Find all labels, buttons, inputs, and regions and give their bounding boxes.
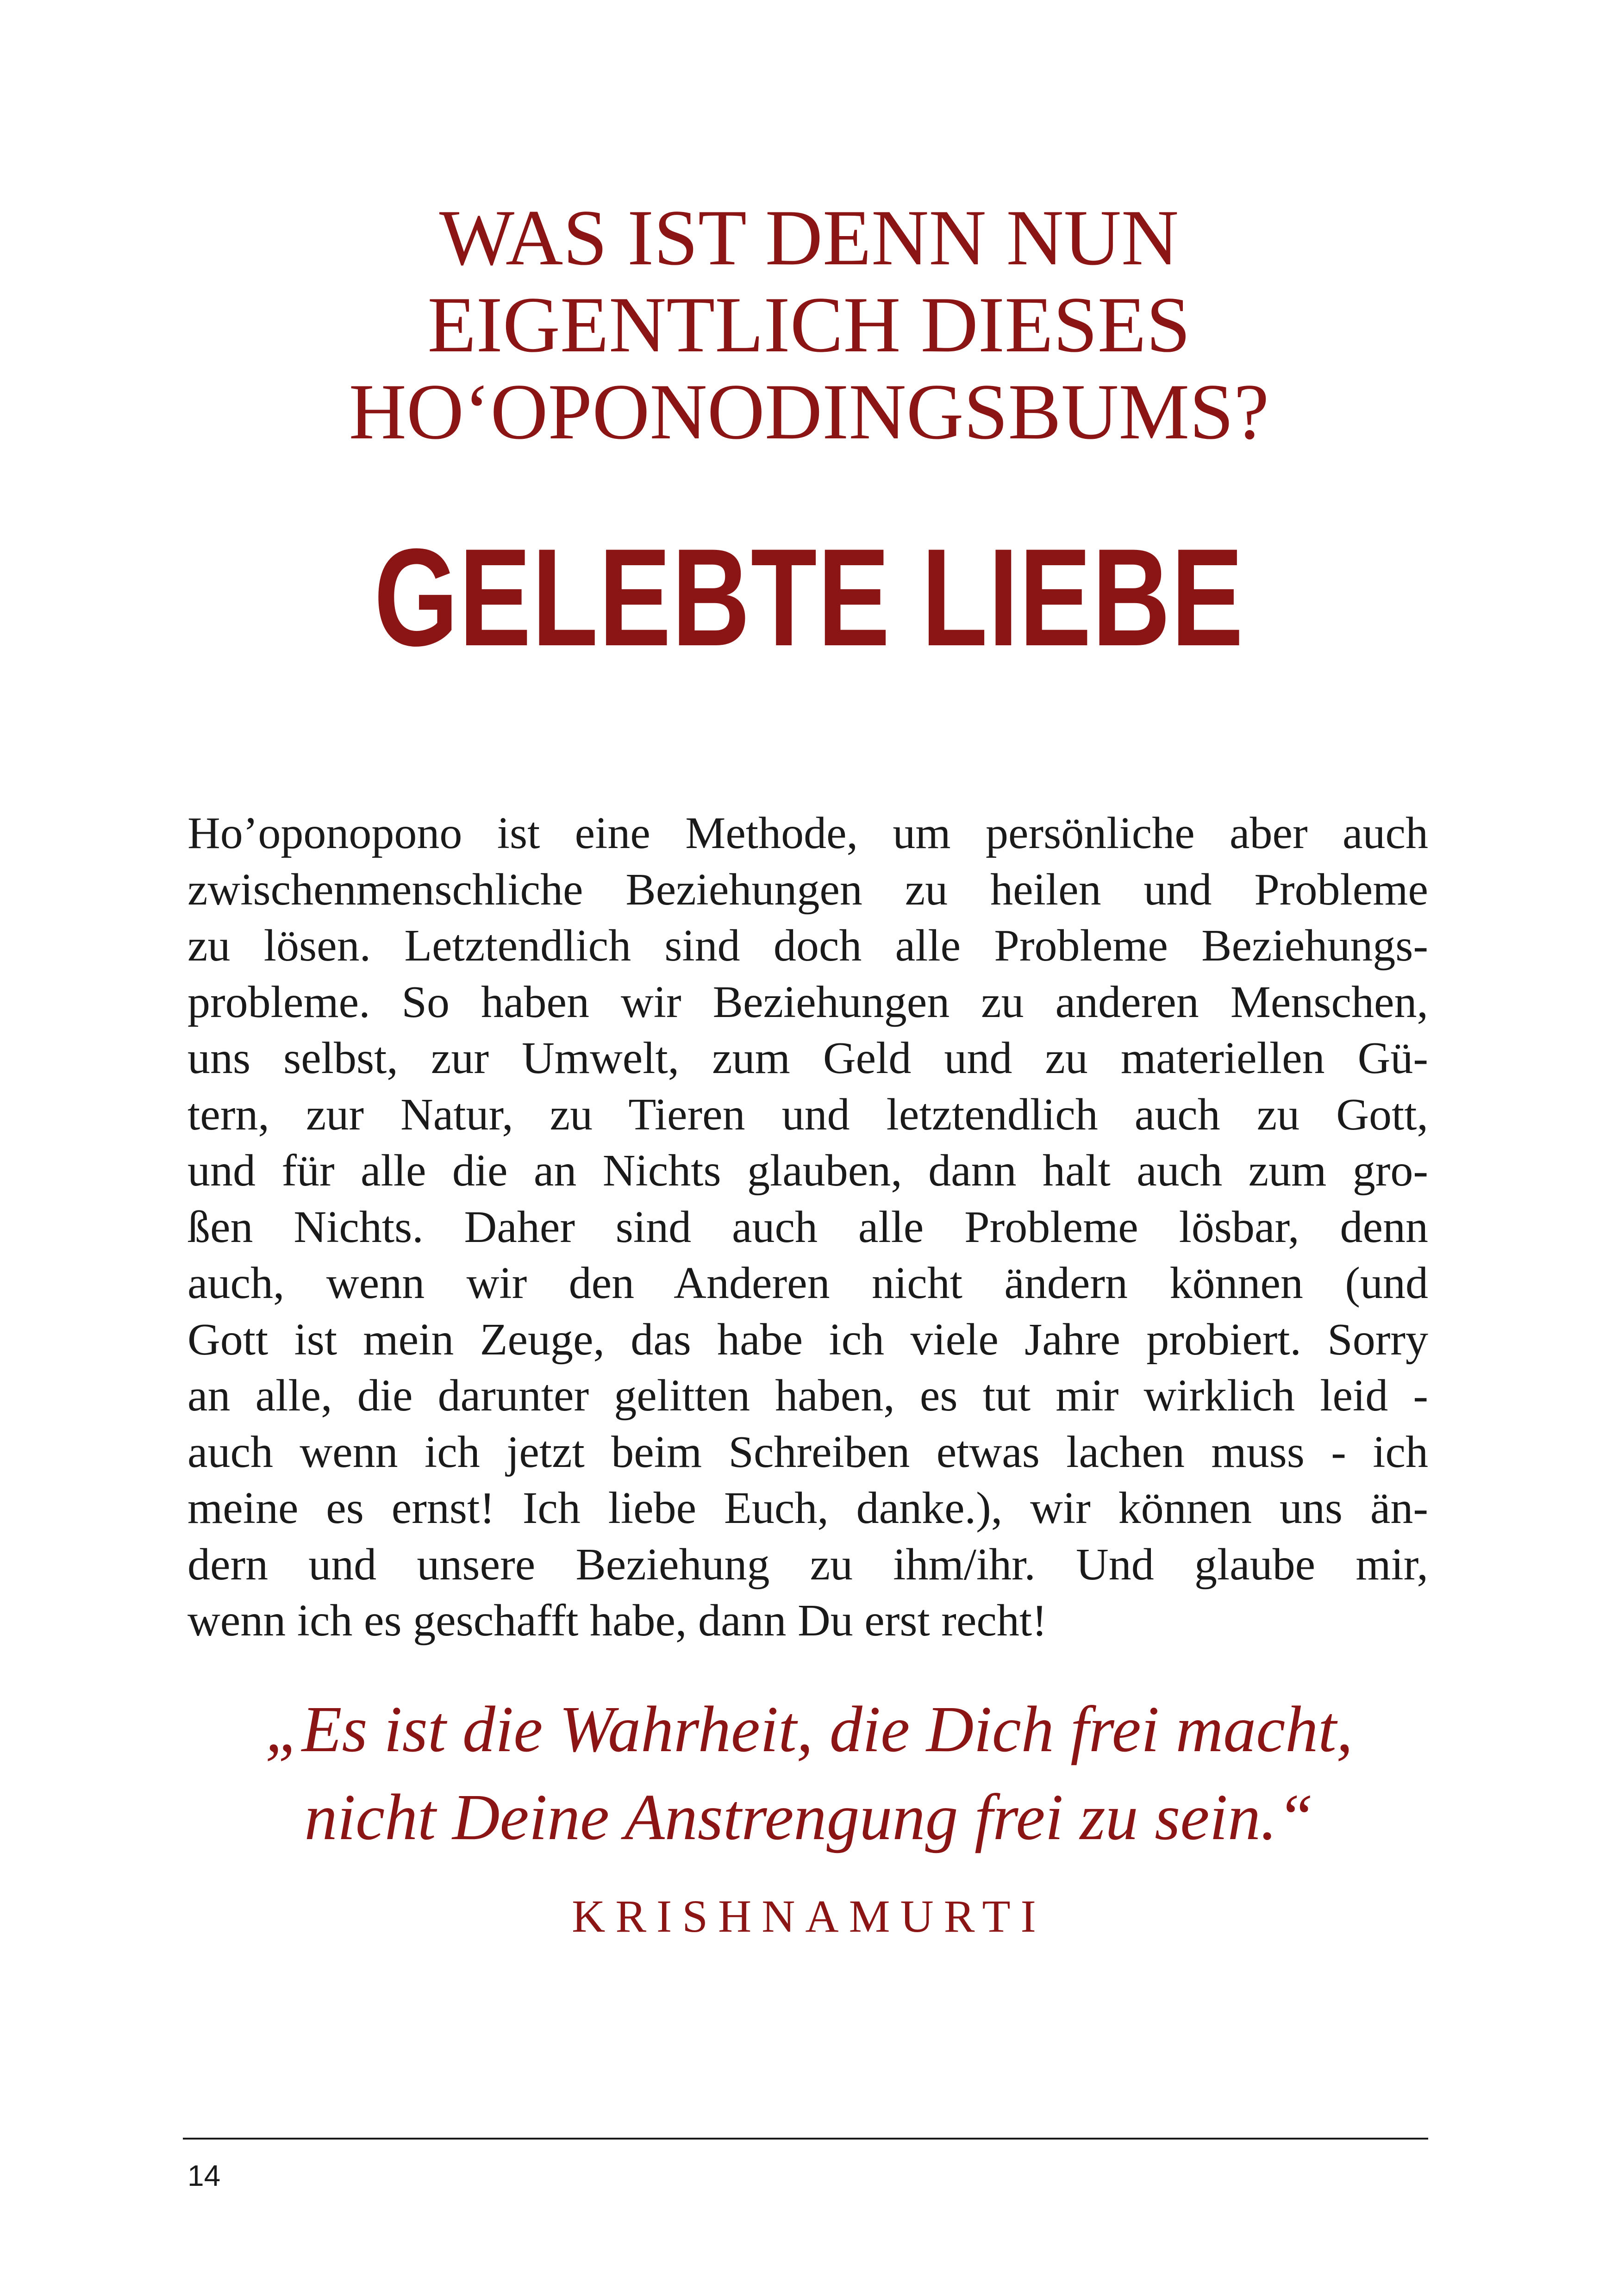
quote-line: nicht Deine Anstrengung frei zu sein.“	[304, 1780, 1314, 1853]
body-line: und für alle die an Nichts glauben, dann halt auch zum gro-	[187, 1146, 1428, 1196]
chapter-heading	[0, 194, 1618, 455]
body-line: zwischenmenschliche Beziehungen zu heilen und Probleme	[187, 864, 1428, 915]
body-line: meine es ernst! Ich liebe Euch, danke.), wir können uns än-	[187, 1483, 1428, 1533]
page-number: 14	[187, 2159, 221, 2192]
body-line: wenn ich es geschafft habe, dann Du erst recht!	[187, 1596, 1047, 1646]
chapter-heading-line: HO‘OPONODINGSBUMS?	[349, 368, 1269, 456]
body-line: Ho’oponopono ist eine Methode, um persönliche aber auch	[187, 808, 1428, 858]
chapter-heading-line: EIGENTLICH DIESES	[427, 281, 1191, 369]
body-line: auch, wenn wir den Anderen nicht ändern können (und	[187, 1258, 1428, 1308]
body-line: uns selbst, zur Umwelt, zum Geld und zu materiellen Gü-	[187, 1033, 1428, 1083]
body-line: auch wenn ich jetzt beim Schreiben etwas lachen muss - ich	[187, 1427, 1428, 1477]
quote	[0, 1685, 1618, 1861]
quote-line: „Es ist die Wahrheit, die Dich frei macht,	[265, 1692, 1353, 1766]
body-line: probleme. So haben wir Beziehungen zu anderen Menschen,	[187, 977, 1428, 1027]
chapter-subtitle: GELEBTE LIEBE	[374, 519, 1244, 675]
body-line: Gott ist mein Zeuge, das habe ich viele Jahre probiert. Sorry	[187, 1314, 1428, 1365]
body-paragraph	[187, 805, 1428, 1649]
quote-author: KRISHNAMURTI	[572, 1890, 1046, 1942]
body-line: zu lösen. Letztendlich sind doch alle Probleme Beziehungs-	[187, 921, 1428, 971]
body-line: an alle, die darunter gelitten haben, es tut mir wirklich leid -	[187, 1371, 1428, 1421]
body-line: dern und unsere Beziehung zu ihm/ihr. Und glaube mir,	[187, 1539, 1428, 1590]
body-line: ßen Nichts. Daher sind auch alle Probleme lösbar, denn	[187, 1202, 1428, 1252]
body-line: tern, zur Natur, zu Tieren und letztendlich auch zu Gott,	[187, 1089, 1428, 1140]
chapter-heading-line: WAS IST DENN NUN	[439, 194, 1179, 282]
footer-divider	[183, 2138, 1428, 2140]
